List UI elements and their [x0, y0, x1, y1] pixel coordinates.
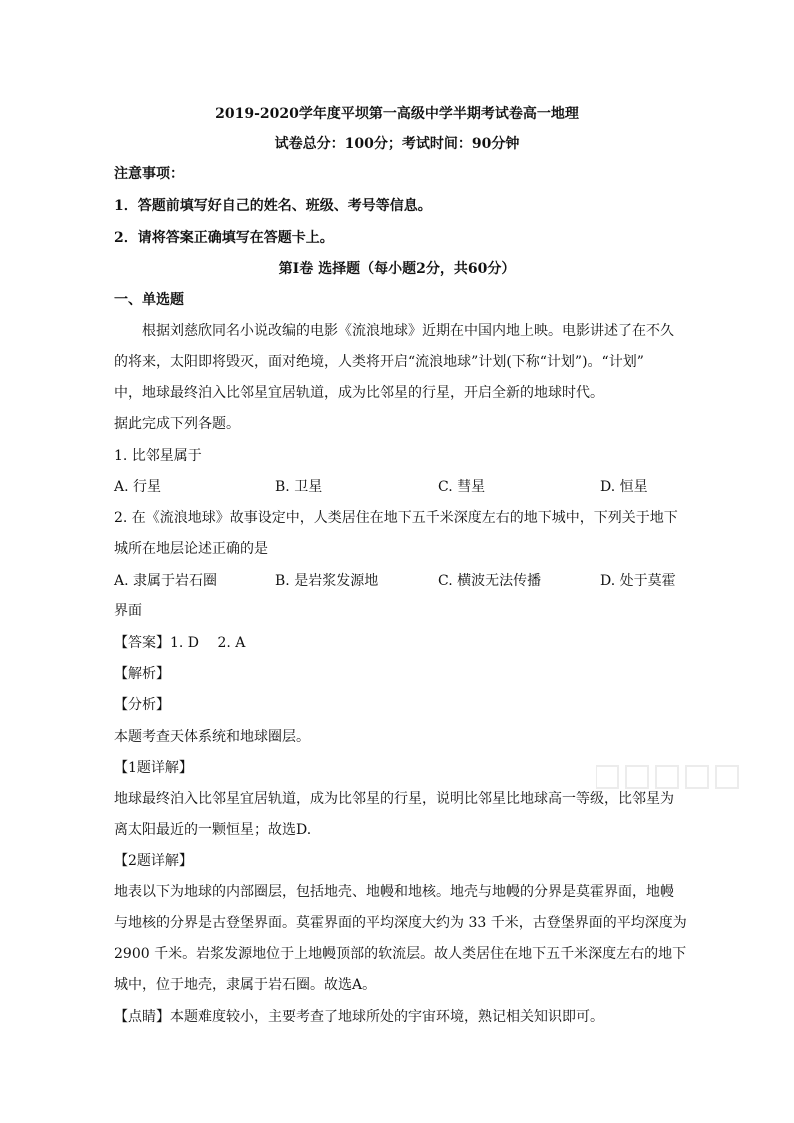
- q1-option-d: D. 恒星: [600, 479, 648, 495]
- watermark: [596, 762, 746, 798]
- passage-line: 的将来，太阳即将毁灭，面对绝境，人类将开启“流浪地球”计划(下称“计划”)。“计划”: [114, 354, 644, 370]
- q2-detail-line: 城中，位于地壳，隶属于岩石圈。故选A。: [114, 977, 377, 993]
- q2-detail-line: 2900 千米。岩浆发源地位于上地幔顶部的软流层。故人类居住在地下五千米深度左右的地下: [114, 946, 687, 962]
- passage-line: 据此完成下列各题。: [114, 416, 240, 432]
- page-subtitle: 试卷总分：100分；考试时间：90分钟: [274, 136, 520, 152]
- breakdown-text: 本题考查天体系统和地球圈层。: [114, 729, 310, 745]
- q2-option-a: A. 隶属于岩石圈: [114, 573, 218, 589]
- q2-option-c: C. 横波无法传播: [438, 573, 542, 589]
- passage-line: 根据刘慈欣同名小说改编的电影《流浪地球》近期在中国内地上映。电影讲述了在不久: [142, 323, 674, 339]
- q1-detail-line: 地球最终泊入比邻星宜居轨道，成为比邻星的行星，说明比邻星比地球高一等级，比邻星为: [114, 791, 674, 807]
- passage-line: 中，地球最终泊入比邻星宜居轨道，成为比邻星的行星，开启全新的地球时代。: [114, 385, 604, 401]
- q2-option-b: B. 是岩浆发源地: [275, 573, 379, 589]
- tip-line: [114, 1007, 604, 1027]
- q2-detail-label: 【2题详解】: [114, 853, 193, 869]
- notice-item: 2．请将答案正确填写在答题卡上。: [114, 230, 334, 246]
- q1-detail-label: 【1题详解】: [114, 760, 193, 776]
- answer-label: 【答案】: [114, 635, 170, 651]
- question-1-stem: 1. 比邻星属于: [114, 448, 202, 464]
- notice-heading: 注意事项：: [114, 166, 184, 182]
- q1-option-a: A. 行星: [114, 479, 162, 495]
- tip-text: 本题难度较小，主要考查了地球所处的宇宙环境，熟记相关知识即可。: [170, 1009, 604, 1025]
- question-2-stem: 城所在地层论述正确的是: [114, 541, 268, 557]
- q2-detail-line: 与地核的分界是古登堡界面。莫霍界面的平均深度大约为 33 千米，古登堡界面的平均深度为: [114, 915, 687, 931]
- notice-item: 1．答题前填写好自己的姓名、班级、考号等信息。: [114, 198, 432, 214]
- analysis-label: 【解析】: [114, 666, 170, 682]
- section-heading: 一、单选题: [114, 292, 184, 308]
- watermark-mark: [596, 762, 746, 792]
- answer-line: [114, 633, 245, 653]
- part1-heading: 第I卷 选择题（每小题2分，共60分）: [278, 261, 516, 277]
- q1-option-b: B. 卫星: [275, 479, 323, 495]
- q1-option-c: C. 彗星: [438, 479, 486, 495]
- q1-detail-line: 离太阳最近的一颗恒星；故选D.: [114, 822, 312, 838]
- answer-text: 1. D 2. A: [170, 635, 246, 651]
- page-title: 2019-2020学年度平坝第一高级中学半期考试卷高一地理: [215, 106, 579, 122]
- tip-label: 【点睛】: [114, 1009, 170, 1025]
- breakdown-label: 【分析】: [114, 697, 170, 713]
- q2-detail-line: 地表以下为地球的内部圈层，包括地壳、地幔和地核。地壳与地幔的分界是莫霍界面，地幔: [114, 884, 674, 900]
- question-2-stem: 2. 在《流浪地球》故事设定中，人类居住在地下五千米深度左右的地下城中，下列关于地下: [114, 510, 678, 526]
- q2-option-d-continued: 界面: [114, 603, 142, 619]
- q2-option-d: D. 处于莫霍: [600, 573, 676, 589]
